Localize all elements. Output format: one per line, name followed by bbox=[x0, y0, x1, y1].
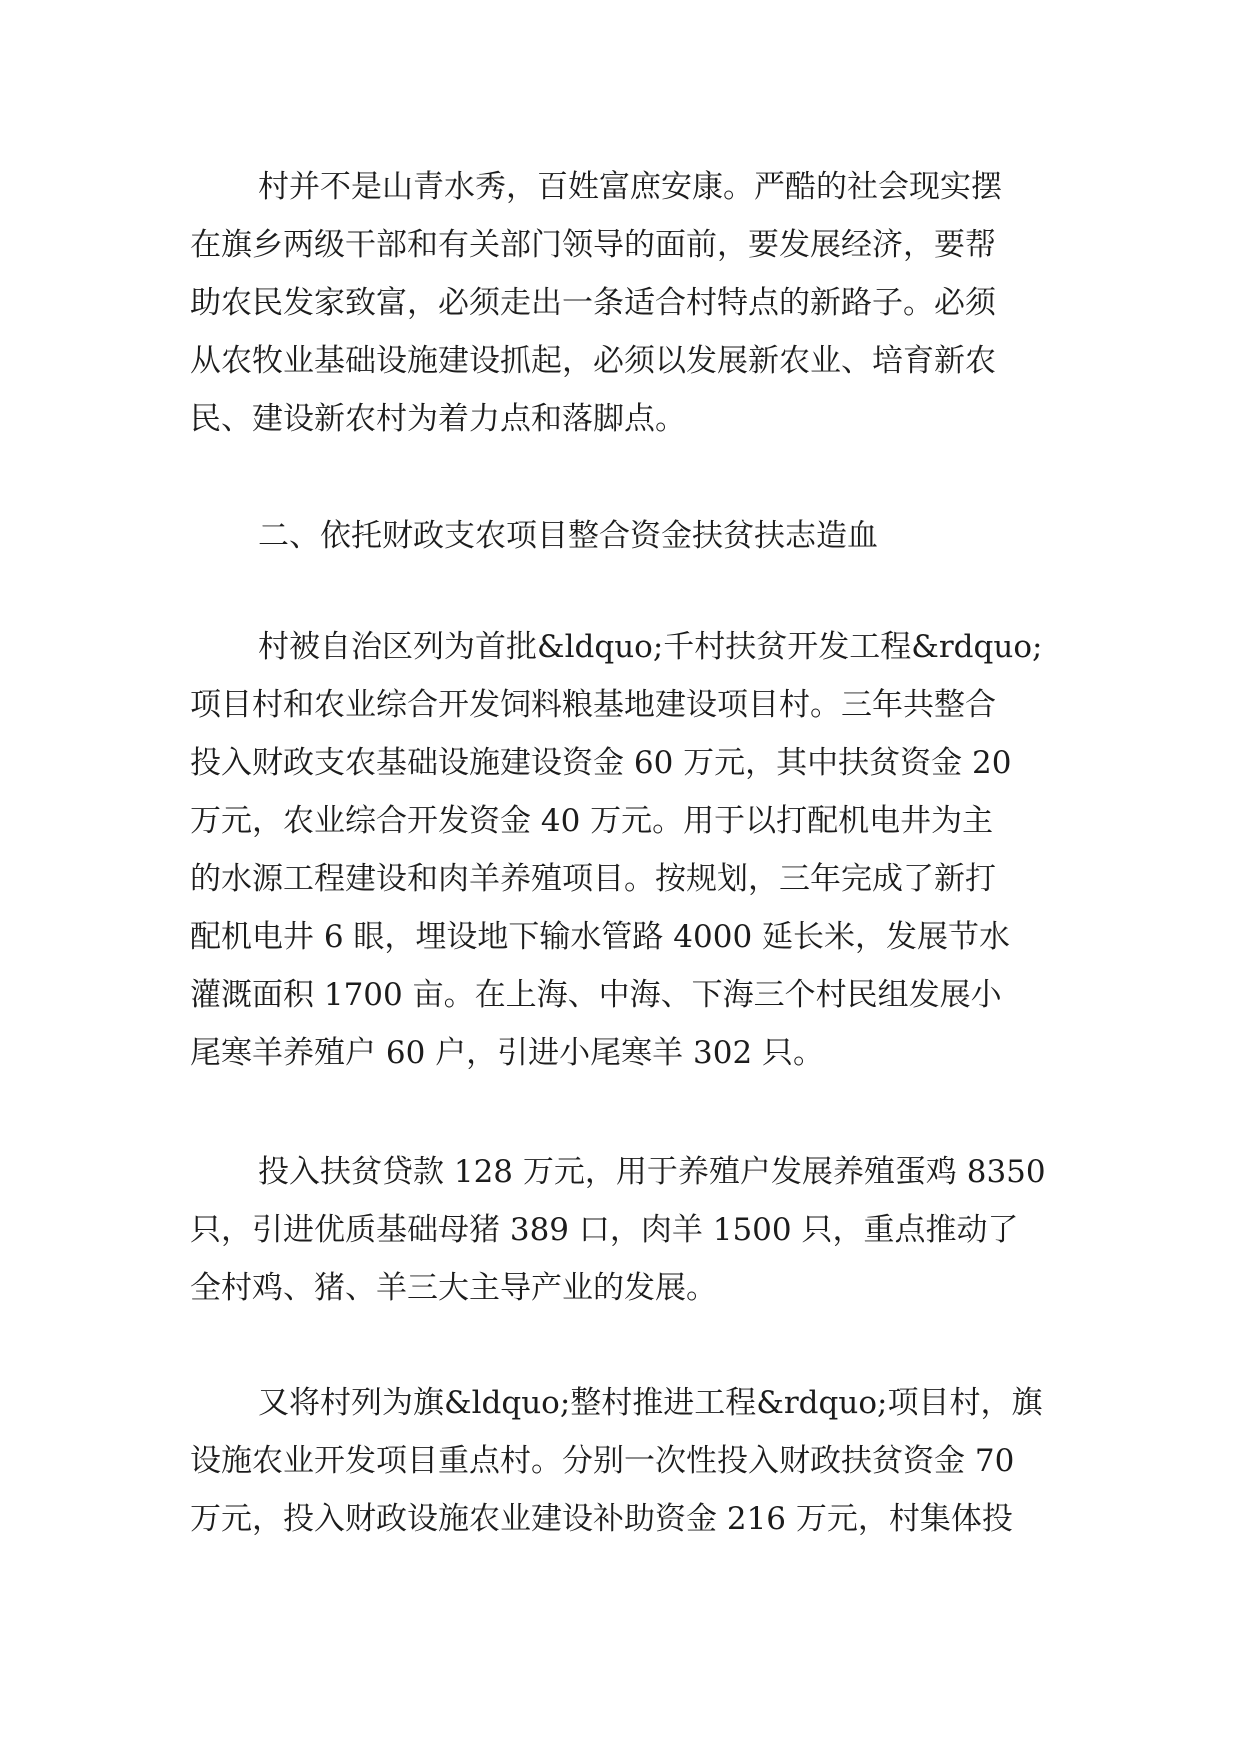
text-line: 村并不是山青水秀，百姓富庶安康。严酷的社会现实摆 bbox=[258, 169, 1002, 205]
text-line: 项目村和农业综合开发饲料粮基地建设项目村。三年共整合 bbox=[190, 687, 996, 723]
text-line: 投入扶贫贷款 128 万元，用于养殖户发展养殖蛋鸡 8350 bbox=[258, 1154, 1046, 1190]
text-line: 的水源工程建设和肉羊养殖项目。按规划，三年完成了新打 bbox=[190, 861, 996, 897]
text-line: 设施农业开发项目重点村。分别一次性投入财政扶贫资金 70 bbox=[190, 1443, 1015, 1479]
text-line: 灌溉面积 1700 亩。在上海、中海、下海三个村民组发展小 bbox=[190, 977, 1002, 1013]
heading-text: 二、依托财政支农项目整合资金扶贫扶志造血 bbox=[258, 518, 878, 554]
text-line: 从农牧业基础设施建设抓起，必须以发展新农业、培育新农 bbox=[190, 343, 996, 379]
paragraph-village-promotion bbox=[190, 1374, 1060, 1548]
text-line: 全村鸡、猪、羊三大主导产业的发展。 bbox=[190, 1270, 717, 1306]
text-line: 在旗乡两级干部和有关部门领导的面前，要发展经济，要帮 bbox=[190, 227, 996, 263]
text-line: 助农民发家致富，必须走出一条适合村特点的新路子。必须 bbox=[190, 285, 996, 321]
text-line: 只，引进优质基础母猪 389 口，肉羊 1500 只，重点推动了 bbox=[190, 1212, 1019, 1248]
text-line: 配机电井 6 眼，埋设地下输水管路 4000 延长米，发展节水 bbox=[190, 919, 1011, 955]
text-line: 投入财政支农基础设施建设资金 60 万元，其中扶贫资金 20 bbox=[190, 745, 1012, 781]
text-line: 村被自治区列为首批&ldquo;千村扶贫开发工程&rdquo; bbox=[258, 629, 1043, 665]
paragraph-village-situation bbox=[190, 158, 1060, 448]
text-line: 万元，投入财政设施农业建设补助资金 216 万元，村集体投 bbox=[190, 1501, 1013, 1537]
text-line: 又将村列为旗&ldquo;整村推进工程&rdquo;项目村，旗 bbox=[258, 1385, 1043, 1421]
paragraph-poverty-loans bbox=[190, 1143, 1060, 1317]
paragraph-poverty-project bbox=[190, 618, 1060, 1082]
text-line: 尾寒羊养殖户 60 户，引进小尾寒羊 302 只。 bbox=[190, 1035, 825, 1071]
text-line: 万元，农业综合开发资金 40 万元。用于以打配机电井为主 bbox=[190, 803, 994, 839]
section-heading bbox=[190, 507, 1060, 565]
text-line: 民、建设新农村为着力点和落脚点。 bbox=[190, 401, 686, 437]
